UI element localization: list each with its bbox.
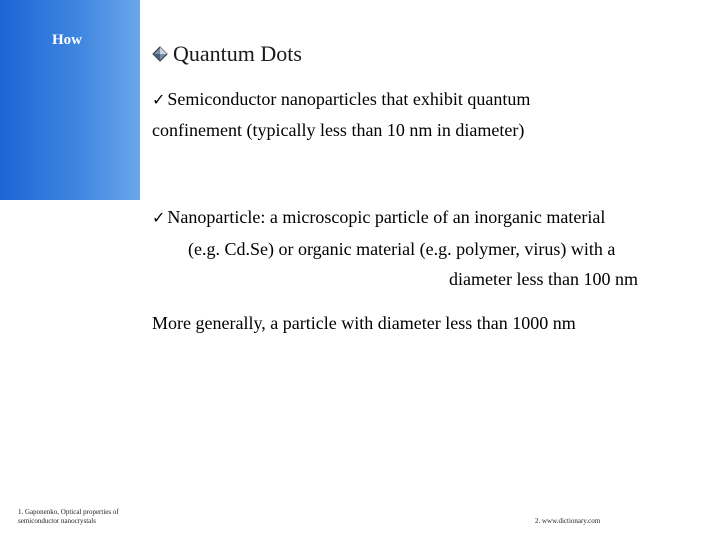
title-text: Quantum Dots xyxy=(173,41,302,66)
bullet-2-text-1: Nanoparticle: a microscopic particle of an inorganic material xyxy=(167,207,606,227)
bullet-1-line-1 xyxy=(152,88,530,111)
checkmark-icon: ✓ xyxy=(152,90,166,109)
footnote-left xyxy=(18,508,119,526)
bullet-1-text-1: Semiconductor nanoparticles that exhibit quantum xyxy=(167,89,531,109)
bullet-2-line-2: (e.g. Cd.Se) or organic material (e.g. polymer, virus) with a xyxy=(188,239,616,259)
diamond-bullet-icon xyxy=(152,46,168,62)
footnote-left-line-2: semiconductor nanocrystals xyxy=(18,517,96,525)
general-note: More generally, a particle with diameter less than 1000 nm xyxy=(152,313,576,333)
bullet-2-line-1 xyxy=(152,206,605,229)
sidebar-label: How xyxy=(52,32,82,48)
bullet-1-line-2: confinement (typically less than 10 nm in diameter) xyxy=(152,120,525,140)
checkmark-icon: ✓ xyxy=(152,208,166,227)
footnote-left-line-1: 1. Gaponenko, Optical properties of xyxy=(18,508,119,516)
bullet-2-line-3: diameter less than 100 nm xyxy=(449,269,638,289)
slide-title xyxy=(152,40,302,68)
footnote-right: 2. www.dictionary.com xyxy=(535,517,601,525)
sidebar-panel xyxy=(0,0,140,200)
